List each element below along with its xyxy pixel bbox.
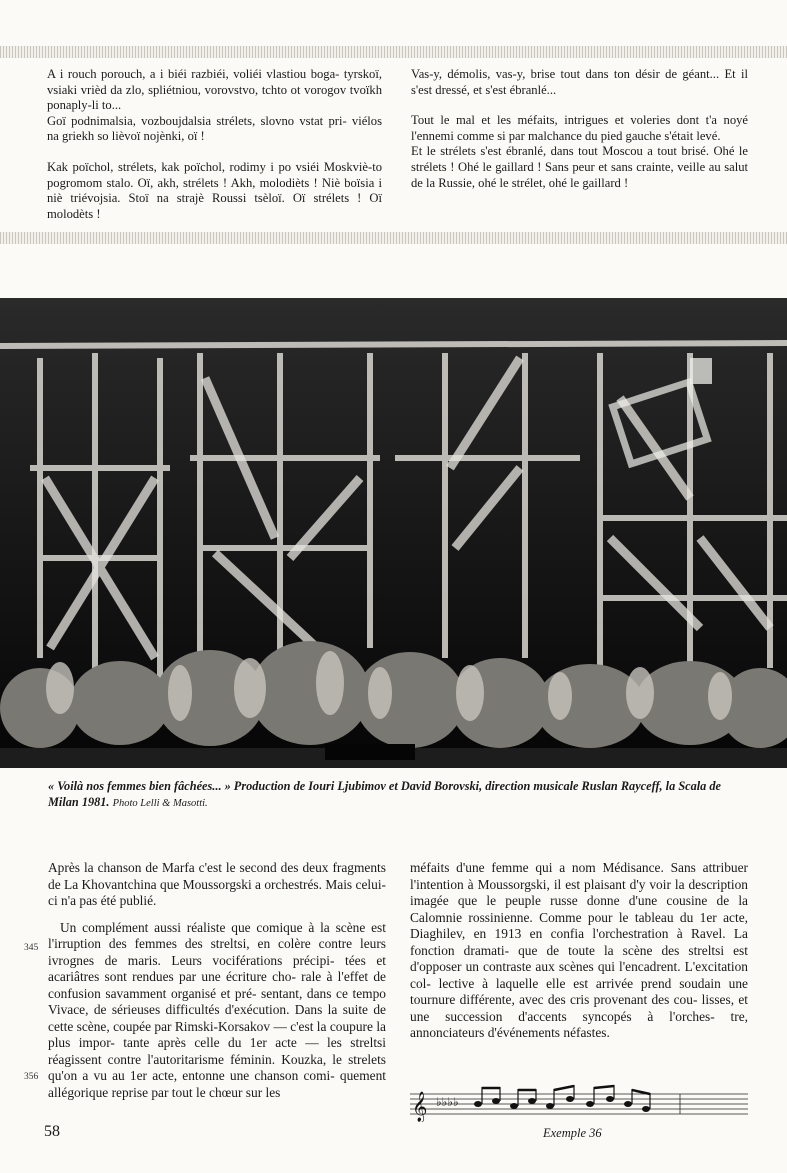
lyrics-ru-stanza-2: Goï podnimalsia, vozboujdalsia strélets, slovno vstat pri- viélos na griekh so lièvoï nojènki, oï ! <box>47 113 382 144</box>
stage-photograph <box>0 298 787 768</box>
svg-text:𝄞: 𝄞 <box>412 1092 428 1122</box>
lyrics-fr-stanza-1: Vas-y, démolis, vas-y, brise tout dans ton désir de géant... Et il s'est dressé, et s'est ébranlé... <box>411 67 748 97</box>
music-example-staff <box>410 1082 748 1122</box>
music-example-label: Exemple 36 <box>543 1126 602 1140</box>
lyrics-ru-stanza-3: Kak poïchol, strélets, kak poïchol, rodimy i po vsiéi Moskviè-to pogromom stalo. Oï, akh, strélets ! Akh, molodièts ! Niè boïsia i niè triévojsia. Stoï na strajè Roussi tsèloï. Oï strélets ! Oï molodèts ! <box>47 159 382 221</box>
paragraph-1: Après la chanson de Marfa c'est le second des deux fragments de La Khovantchina que Moussorgski a orchestrés. Mais celui-ci n'a pas été publié. <box>48 860 386 908</box>
body-left-column <box>48 860 386 1101</box>
svg-text:♭♭♭♭: ♭♭♭♭ <box>436 1095 459 1109</box>
caption-text: « Voilà nos femmes bien fâchées... » Production de Iouri Ljubimov et David Borovski, direction musicale Ruslan Rayceff, la Scala de Milan 1981. <box>48 779 722 809</box>
lyrics-ru-stanza-1: A i rouch porouch, a i biéi razbiéi, voliéi vlastiou boga- tyrskoï, vsiaki vrièd da zlo, spliétniou, vorovstvo, tchto ot vorogov tvoïkh ponaply-li to... <box>47 67 382 113</box>
body-right-column <box>410 860 748 1042</box>
lyrics-russian-column <box>47 67 382 222</box>
lyrics-fr-stanza-2: Tout le mal et les méfaits, intrigues et voleries dont t'a noyé l'ennemi comme si par malchance du pied gauche s'était levé. <box>411 113 748 143</box>
paragraph-2: Un complément aussi réaliste que comique à la scène est l'irruption des femmes des streltsi, en colère contre leurs ivrognes de maris. Leurs vociférations précipi- tées et acariâtres sont rendues par une écriture cho- rale à l'effet de confusion savamment organisé et pré- sentant, dans ce tempo Vivace, de sérieuses difficultés d'exécution. Dans la suite de cette scène, coupée par Rimski-Korsakov — c'est la coupure la plus impor- tante après celle du 1er acte — les streltsi réagissent contre l'autoritarisme féminin. Kouzka, le strelets qu'on a vu au 1er acte, entonne une chanson comi- quement allégorique reprise par tout le chœur sur les <box>48 919 386 1100</box>
paragraph-3: méfaits d'une femme qui a nom Médisance. Sans attribuer l'intention à Moussorgski, il est plaisant d'y voir la description imagée que le peuple russe donne d'une cousine de la Calomnie rossinienne. Comme pour le tableau du 1er acte, Diaghilev, en 1913 en confia l'orchestration à Ravel. La fonction dramati- que de toute la scène des streltsi est d'opposer un contraste aux scènes qui l'encadrent. L'excitation col- lective à laquelle elle est arrivée prend soudain une tournure différente, avec des cris provenant des cou- lisses, et une succession d'accents syncopés à l'orches- tre, annonciateurs d'événements néfastes. <box>410 860 748 1040</box>
line-number-356: 356 <box>24 1072 39 1082</box>
photo-credit: Photo Lelli & Masotti. <box>112 798 208 809</box>
lyrics-fr-stanza-3: Et le strélets s'est ébranlé, dans tout Moscou a tout brisé. Ohé le strélets ! Ohé le gaillard ! Sans peur et sans crainte, veille au salut de la Russie, ohé le strélet, ohé le gaillard ! <box>411 144 748 190</box>
mid-pattern-band <box>0 232 787 244</box>
photo-caption <box>48 778 748 812</box>
lyrics-french-column <box>411 67 748 191</box>
page-number: 58 <box>44 1123 60 1140</box>
stage-scaffold-illustration <box>0 298 787 768</box>
line-number-345: 345 <box>24 943 39 953</box>
top-pattern-band <box>0 46 787 58</box>
